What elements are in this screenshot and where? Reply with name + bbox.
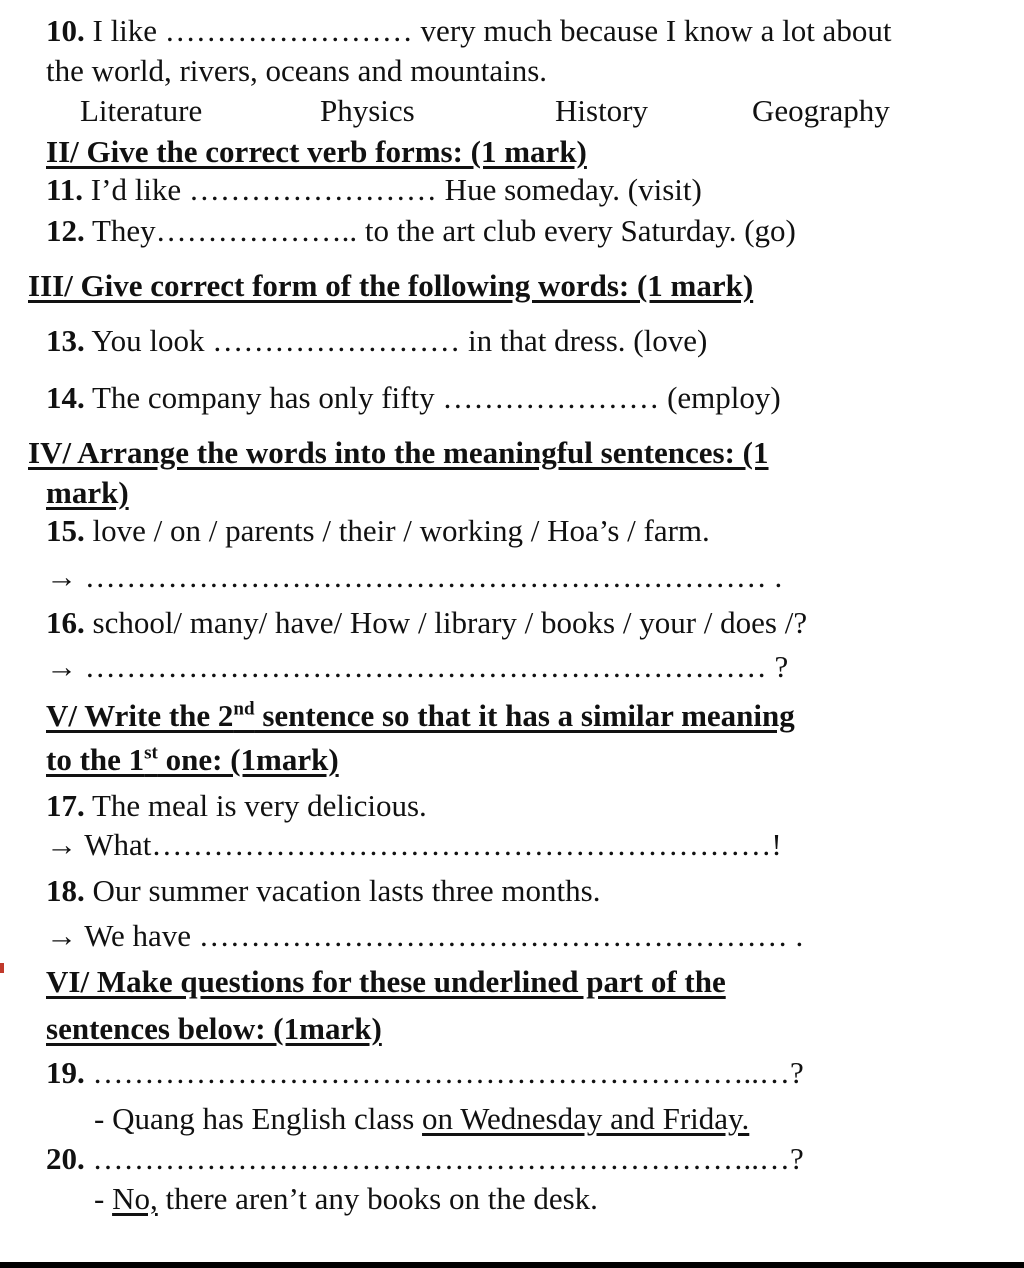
section-5-heading bbox=[46, 697, 795, 734]
question-text: Our summer vacation lasts three months. bbox=[84, 873, 601, 908]
question-number: 11. bbox=[46, 172, 84, 207]
question-19-prompt bbox=[94, 1100, 749, 1137]
question-16 bbox=[46, 604, 807, 641]
question-text: I like …………………… very much because I know a lot about bbox=[84, 13, 892, 48]
question-text: They……………….. to the art club every Saturday. (go) bbox=[84, 213, 796, 248]
question-19 bbox=[46, 1054, 804, 1091]
question-number: 13. bbox=[46, 323, 85, 358]
question-14 bbox=[46, 379, 781, 416]
question-20-prompt bbox=[94, 1180, 598, 1217]
question-text: school/ many/ have/ How / library / books / your / does /? bbox=[84, 605, 808, 640]
page-bottom-border bbox=[0, 1262, 1024, 1268]
underlined-part: on Wednesday and Friday. bbox=[422, 1101, 750, 1136]
section-5-heading-continuation bbox=[46, 741, 339, 778]
section-2-heading: II/ Give the correct verb forms: (1 mark) bbox=[46, 134, 587, 169]
question-13 bbox=[46, 322, 707, 359]
section-4-heading: IV/ Arrange the words into the meaningful sentences: (1 bbox=[28, 435, 769, 470]
prompt-text: - Quang has English class bbox=[94, 1101, 423, 1136]
superscript: st bbox=[144, 742, 158, 764]
prompt-text: there aren’t any books on the desk. bbox=[157, 1181, 598, 1216]
question-15-answer-line: → ………………………………………………………… . bbox=[46, 559, 783, 594]
question-text: I’d like …………………… Hue someday. (visit) bbox=[83, 172, 702, 207]
question-number: 18. bbox=[46, 873, 85, 908]
question-17 bbox=[46, 787, 427, 824]
question-number: 20. bbox=[46, 1141, 85, 1176]
question-16-answer-line: → ………………………………………………………… ? bbox=[46, 649, 789, 684]
edge-mark bbox=[0, 963, 4, 973]
question-text: The company has only fifty ………………… (employ) bbox=[84, 380, 781, 415]
question-11 bbox=[46, 171, 702, 208]
section-3-heading: III/ Give correct form of the following words: (1 mark) bbox=[28, 268, 754, 303]
question-10-continuation: the world, rivers, oceans and mountains. bbox=[46, 53, 548, 88]
question-text: You look …………………… in that dress. (love) bbox=[84, 323, 708, 358]
heading-text: V/ Write the 2 bbox=[46, 698, 234, 733]
question-number: 17. bbox=[46, 788, 85, 823]
heading-text: one: (1mark) bbox=[157, 742, 339, 777]
question-text: The meal is very delicious. bbox=[84, 788, 427, 823]
question-15 bbox=[46, 512, 710, 549]
question-18 bbox=[46, 872, 600, 909]
option-history: History bbox=[555, 93, 648, 128]
question-17-answer-line: → What……………………………………………………! bbox=[46, 827, 782, 862]
option-geography: Geography bbox=[752, 93, 890, 128]
section-6-heading: VI/ Make questions for these underlined part of the bbox=[46, 964, 726, 999]
question-10 bbox=[46, 12, 891, 49]
question-number: 14. bbox=[46, 380, 85, 415]
section-6-heading-continuation: sentences below: (1mark) bbox=[46, 1011, 382, 1046]
question-18-answer-line: → We have ………………………………………………… . bbox=[46, 918, 804, 953]
question-text: ………………………………………………………..…? bbox=[84, 1055, 804, 1090]
prompt-text: - bbox=[94, 1181, 113, 1216]
option-literature: Literature bbox=[80, 93, 203, 128]
question-text: love / on / parents / their / working / Hoa’s / farm. bbox=[84, 513, 710, 548]
option-physics: Physics bbox=[320, 93, 415, 128]
question-number: 15. bbox=[46, 513, 85, 548]
underlined-part: No, bbox=[112, 1181, 158, 1216]
question-number: 12. bbox=[46, 213, 85, 248]
heading-text: sentence so that it has a similar meaning bbox=[254, 698, 795, 733]
section-4-heading-continuation: mark) bbox=[46, 475, 129, 510]
superscript: nd bbox=[233, 698, 255, 720]
question-number: 10. bbox=[46, 13, 85, 48]
question-text: ………………………………………………………..…? bbox=[84, 1141, 804, 1176]
question-number: 19. bbox=[46, 1055, 85, 1090]
heading-text: to the 1 bbox=[46, 742, 145, 777]
question-number: 16. bbox=[46, 605, 85, 640]
question-12 bbox=[46, 212, 796, 249]
question-20 bbox=[46, 1140, 804, 1177]
